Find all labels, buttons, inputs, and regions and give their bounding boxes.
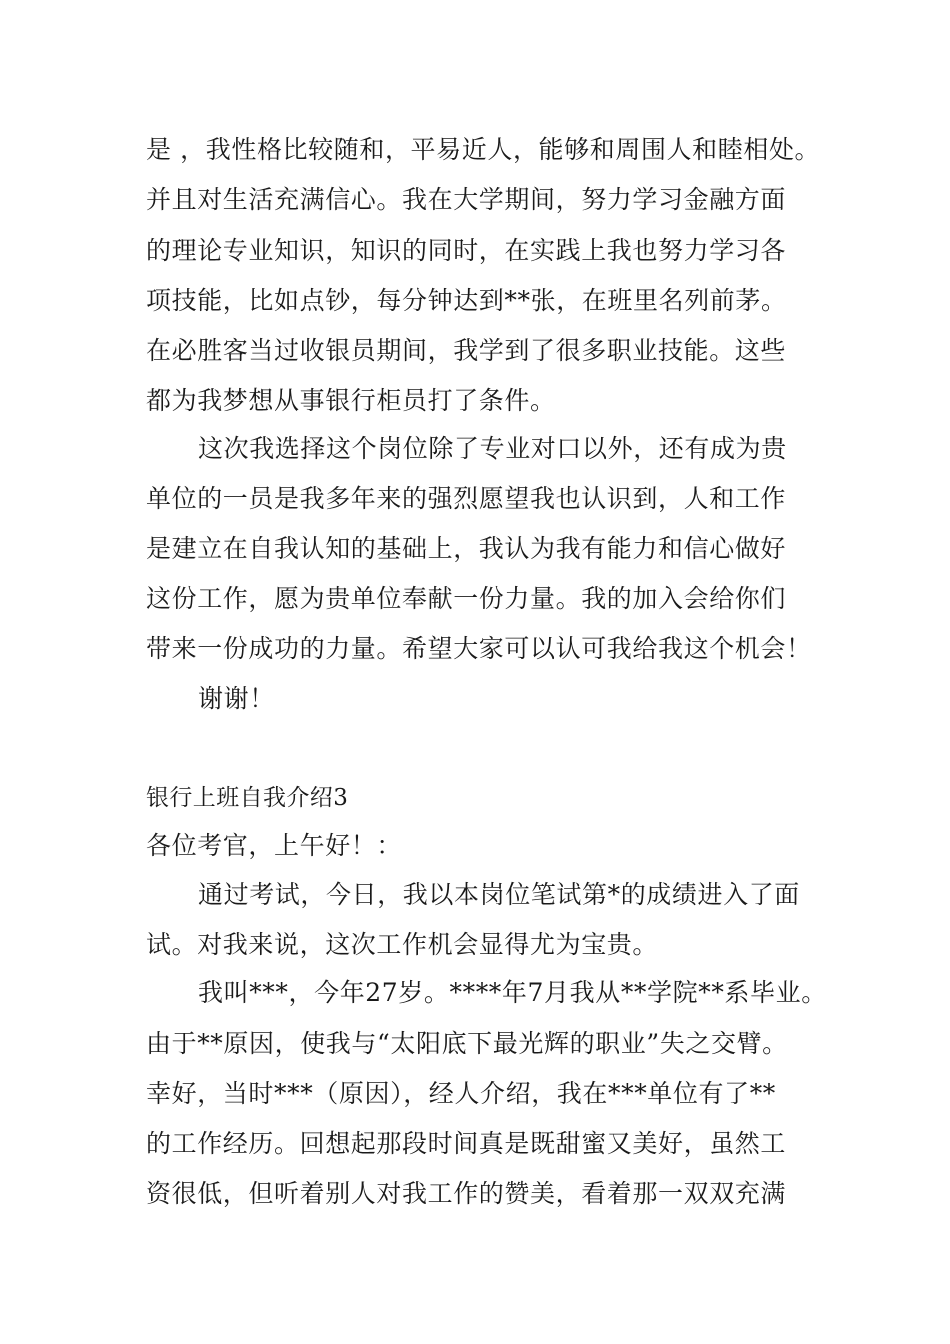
greeting-line: 各位考官，上午好！：: [146, 831, 403, 860]
text-line: 这次我选择这个岗位除了专业对口以外，还有成为贵: [198, 434, 787, 463]
text-line: 都为我梦想从事银行柜员打了条件。: [146, 386, 556, 415]
text-line: 是 ，我性格比较随和，平易近人，能够和周围人和睦相处。: [146, 135, 821, 164]
text-line: 并且对生活充满信心。我在大学期间，努力学习金融方面: [146, 185, 787, 214]
text-line: 的工作经历。回想起那段时间真是既甜蜜又美好，虽然工: [146, 1129, 787, 1158]
text-line: 我叫***，今年27岁。****年7月我从**学院**系毕业。: [198, 978, 827, 1007]
text-line: 由于**原因，使我与“太阳底下最光辉的职业”失之交臂。: [146, 1029, 788, 1058]
text-line: 是建立在自我认知的基础上，我认为我有能力和信心做好: [146, 534, 787, 563]
text-line: 试。对我来说，这次工作机会显得尤为宝贵。: [146, 930, 659, 959]
text-line: 这份工作，愿为贵单位奉献一份力量。我的加入会给你们: [146, 584, 787, 613]
thanks-line: 谢谢！: [198, 684, 275, 713]
text-line: 的理论专业知识，知识的同时，在实践上我也努力学习各: [146, 236, 787, 265]
text-line: 幸好，当时***（原因），经人介绍，我在***单位有了**: [146, 1079, 776, 1108]
section-title: 银行上班自我介绍3: [146, 785, 349, 811]
text-line: 资很低，但听着别人对我工作的赞美，看着那一双双充满: [146, 1179, 787, 1208]
text-line: 通过考试，今日，我以本岗位笔试第*的成绩进入了面: [198, 880, 800, 909]
text-line: 在必胜客当过收银员期间，我学到了很多职业技能。这些: [146, 336, 787, 365]
text-line: 带来一份成功的力量。希望大家可以认可我给我这个机会！: [146, 634, 812, 663]
text-line: 项技能，比如点钞，每分钟达到**张，在班里名列前茅。: [146, 286, 787, 315]
text-line: 单位的一员是我多年来的强烈愿望我也认识到，人和工作: [146, 484, 787, 513]
